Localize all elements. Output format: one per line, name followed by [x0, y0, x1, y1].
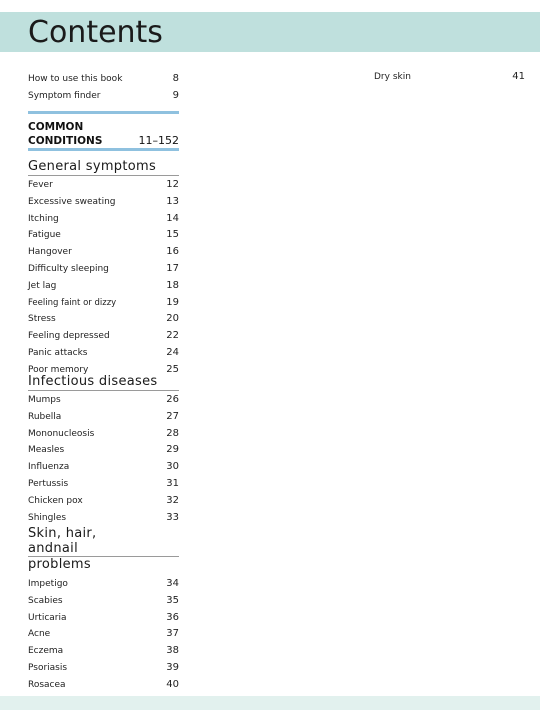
toc-entry-label: Poor memory: [28, 364, 89, 375]
toc-entry-label: Jet lag: [28, 280, 57, 291]
toc-entry[interactable]: [28, 71, 179, 88]
toc-entry-label: Mononucleosis: [28, 428, 95, 439]
toc-entry[interactable]: [28, 227, 179, 244]
toc-entry-label: Dry skin: [374, 72, 411, 82]
toc-entry[interactable]: [374, 69, 525, 85]
toc-entry-label: Influenza: [28, 462, 70, 473]
toc-entry[interactable]: [28, 278, 179, 295]
section-infectious-diseases: [28, 374, 179, 526]
section-heading: General symptoms: [28, 159, 179, 176]
toc-entry-label: Difficulty sleeping: [28, 263, 109, 274]
section-general-symptoms: [28, 159, 179, 379]
toc-entry-label: Symptom finder: [28, 90, 101, 101]
common-conditions-line2: CONDITIONS: [28, 135, 103, 147]
toc-entry-label: Feeling faint or dizzy: [28, 297, 117, 308]
toc-entry-page: 32: [166, 494, 179, 506]
toc-entry-page: 26: [166, 394, 179, 405]
toc-entry[interactable]: [28, 211, 179, 228]
toc-entry-page: 18: [166, 279, 179, 291]
toc-entry[interactable]: [28, 261, 179, 278]
section-heading-line: problems: [28, 557, 91, 572]
toc-entry-label: Acne: [28, 629, 51, 640]
toc-entry-label: Impetigo: [28, 579, 68, 589]
section-heading: Infectious diseases: [28, 374, 179, 391]
toc-entry[interactable]: [28, 476, 179, 493]
toc-entry[interactable]: [28, 244, 179, 261]
toc-entry-page: 36: [166, 611, 179, 623]
toc-entry-label: Scabies: [28, 595, 63, 606]
toc-entry-label: Eczema: [28, 646, 64, 657]
toc-entry-page: 37: [166, 628, 179, 640]
toc-entry-page: 22: [166, 330, 179, 342]
toc-entry-label: Psoriasis: [28, 662, 68, 673]
toc-entry-page: 16: [166, 246, 179, 258]
toc-entry[interactable]: [28, 409, 179, 426]
toc-entry-label: Pertussis: [28, 478, 69, 489]
toc-entry-label: Rosacea: [28, 679, 66, 690]
toc-entry-label: Itching: [28, 213, 59, 224]
toc-entry-page: 24: [166, 346, 179, 358]
section-heading: [28, 526, 179, 572]
toc-entry-page: 40: [166, 678, 179, 690]
toc-entry-label: Mumps: [28, 395, 61, 405]
toc-entry[interactable]: [28, 177, 179, 194]
footer-band: [0, 696, 540, 710]
toc-entry-page: 30: [166, 461, 179, 473]
toc-entry-page: 34: [166, 578, 179, 589]
toc-entry[interactable]: [28, 194, 179, 211]
toc-entry[interactable]: [28, 610, 179, 627]
toc-entry-page: 13: [166, 195, 179, 207]
toc-entry-label: Excessive sweating: [28, 196, 116, 207]
toc-entry-label: Hangover: [28, 247, 72, 258]
toc-entry-page: 28: [166, 427, 179, 439]
toc-entry[interactable]: [28, 328, 179, 345]
toc-entry[interactable]: [28, 626, 179, 643]
toc-entry[interactable]: [28, 593, 179, 610]
section-heading-line: andnail: [28, 541, 179, 557]
toc-entry-label: Shingles: [28, 512, 67, 523]
toc-entry-page: 14: [166, 212, 179, 224]
toc-entry[interactable]: [28, 442, 179, 459]
toc-entry-page: 15: [166, 229, 179, 241]
front-matter-list: [28, 71, 179, 105]
toc-entry-page: 27: [166, 410, 179, 422]
toc-entry[interactable]: [28, 660, 179, 677]
toc-entry[interactable]: [28, 295, 179, 312]
toc-entry-label: Urticaria: [28, 612, 67, 623]
toc-entry-label: Fatigue: [28, 230, 61, 241]
toc-entry-page: 8: [172, 73, 179, 84]
toc-entry-page: 29: [166, 444, 179, 456]
toc-entry[interactable]: [28, 576, 179, 593]
toc-entry[interactable]: [28, 392, 179, 409]
toc-entry-page: 12: [166, 179, 179, 190]
toc-entry[interactable]: [28, 677, 179, 694]
toc-entry[interactable]: [28, 311, 179, 328]
toc-entry-page: 20: [166, 313, 179, 325]
toc-entry-label: Panic attacks: [28, 347, 88, 358]
common-conditions-range: 11–152: [138, 134, 179, 147]
toc-entry[interactable]: [28, 426, 179, 443]
toc-entry-page: 19: [166, 296, 179, 308]
page-title: Contents: [28, 15, 163, 50]
toc-entry-label: Stress: [28, 314, 56, 325]
toc-entry-page: 31: [166, 477, 179, 489]
toc-entry-page: 25: [166, 363, 179, 375]
toc-entry-page: 9: [172, 89, 179, 101]
toc-entry-page: 17: [166, 262, 179, 274]
toc-entry[interactable]: [28, 493, 179, 510]
toc-entry[interactable]: [28, 643, 179, 660]
toc-entry-page: 33: [166, 511, 179, 523]
toc-entry[interactable]: [28, 510, 179, 527]
toc-entry[interactable]: [28, 345, 179, 362]
toc-entry-label: Rubella: [28, 411, 62, 422]
toc-entry-label: Feeling depressed: [28, 331, 110, 342]
toc-entry-label: Fever: [28, 180, 53, 190]
toc-entry-page: 38: [166, 645, 179, 657]
toc-entry[interactable]: [28, 88, 179, 105]
toc-entry-label: Measles: [28, 445, 65, 456]
common-conditions-line1: COMMON: [28, 121, 84, 133]
toc-entry-page: 35: [166, 594, 179, 606]
section-skin-hair-nail: [28, 526, 179, 694]
toc-entry-label: How to use this book: [28, 74, 123, 84]
toc-entry-page: 39: [166, 661, 179, 673]
toc-entry-page: 41: [512, 71, 525, 82]
section-heading-line: Skin, hair,: [28, 526, 97, 541]
toc-entry-label: Chicken pox: [28, 495, 83, 506]
contents-banner: [0, 12, 540, 52]
common-conditions-heading: [28, 111, 179, 151]
toc-entry[interactable]: [28, 459, 179, 476]
